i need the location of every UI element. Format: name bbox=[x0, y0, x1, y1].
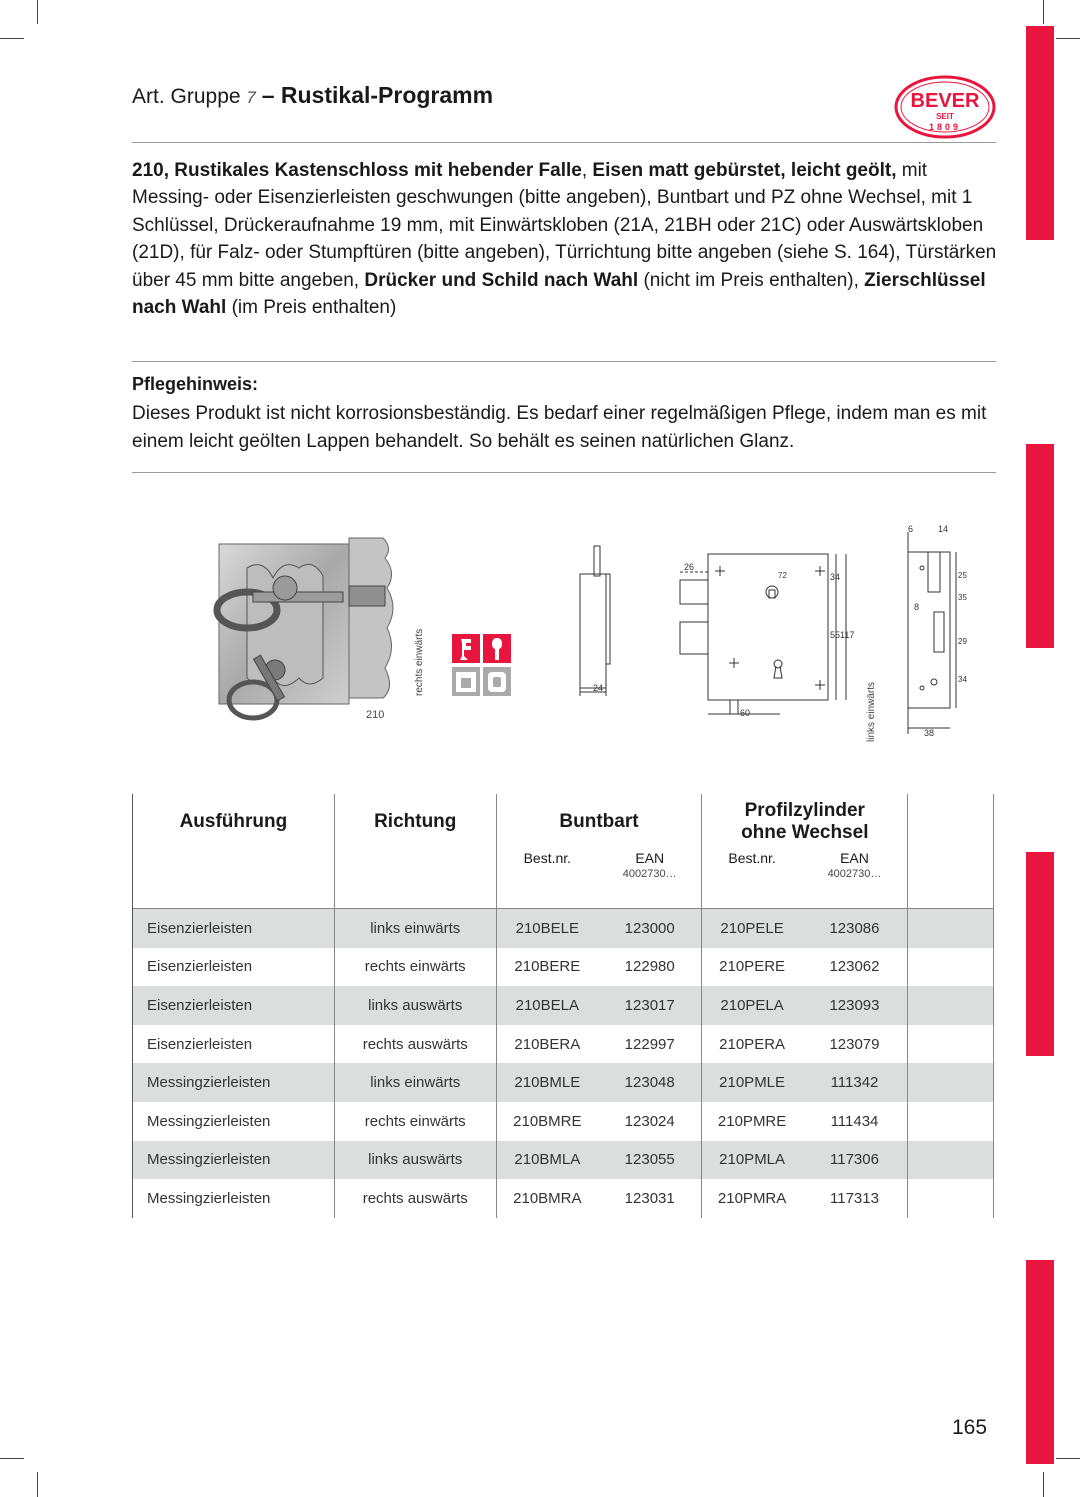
cell-buntbart-ean: 123000 bbox=[598, 909, 702, 948]
cell-buntbart-bestnr: 210BMRE bbox=[496, 1102, 598, 1141]
page-title: – Rustikal-Programm bbox=[261, 82, 494, 108]
cell-pz-bestnr: 210PMLA bbox=[702, 1141, 802, 1180]
divider bbox=[132, 142, 996, 143]
cell-empty bbox=[908, 986, 994, 1025]
cell-buntbart-ean: 123048 bbox=[598, 1063, 702, 1102]
header-buntbart: Buntbart bbox=[496, 794, 702, 850]
crop-mark bbox=[0, 38, 24, 39]
crop-mark bbox=[37, 0, 38, 24]
photo-caption: 210 bbox=[366, 709, 385, 721]
cell-buntbart-bestnr: 210BERE bbox=[496, 948, 598, 987]
dim-38: 38 bbox=[924, 728, 935, 738]
table-row bbox=[133, 986, 994, 1025]
cell-buntbart-ean: 122980 bbox=[624, 958, 675, 976]
cell-ausfuehrung: Eisenzierleisten bbox=[133, 909, 335, 948]
desc-text-1: , bbox=[581, 160, 593, 181]
cell-ausfuehrung: Eisenzierleisten bbox=[133, 986, 335, 1025]
crop-mark bbox=[0, 1458, 24, 1459]
cell-buntbart-ean: 123031 bbox=[624, 1189, 675, 1207]
lock-photo bbox=[213, 528, 409, 728]
sub-ean-prefix: 4002730… bbox=[622, 868, 677, 880]
cell-pz-ean: 123079 bbox=[829, 1035, 880, 1053]
page-number: 165 bbox=[952, 1416, 988, 1439]
cell-pz-bestnr: 210PMRA bbox=[702, 1179, 802, 1218]
table-row bbox=[133, 948, 994, 987]
cell-buntbart-ean: 123017 bbox=[598, 986, 702, 1025]
dim-72: 72 bbox=[778, 571, 787, 580]
thumb-tab bbox=[1026, 852, 1054, 1056]
cell-richtung: links auswärts bbox=[334, 1141, 496, 1180]
cell-ausfuehrung: Messingzierleisten bbox=[133, 1179, 335, 1218]
cell-pz-ean: 111434 bbox=[830, 1112, 879, 1130]
sub-bestnr: Best.nr. bbox=[728, 850, 776, 866]
cell-ausfuehrung: Eisenzierleisten bbox=[133, 948, 335, 987]
sub-bestnr: Best.nr. bbox=[523, 850, 572, 866]
divider bbox=[132, 472, 996, 473]
cell-ausfuehrung: Messingzierleisten bbox=[133, 1102, 335, 1141]
header-profil-line1: Profilzylinder bbox=[744, 800, 865, 821]
cell-empty bbox=[908, 1179, 994, 1218]
dim-117: 117 bbox=[840, 630, 855, 640]
cell-pz-ean: 117306 bbox=[802, 1141, 908, 1180]
logo-year: 1809 bbox=[928, 122, 962, 132]
dim-60: 60 bbox=[740, 708, 751, 718]
cell-pz-ean: 117313 bbox=[830, 1189, 879, 1207]
desc-text-2: mit Messing- oder Eisenzierleisten geschwungen (bitte angeben), Buntbart und PZ ohne Wechsel, mit 1 Schlüssel, Drückeraufnahme 19 mm, mit Einwärtskloben (21A, 21BH oder 21C) oder Auswärtskloben (21D), für Falz- oder Stumpftüren (bitte angeben), Türrichtung bitte angeben (siehe S. 164), Türstärken über 45 mm bitte angeben, bbox=[132, 160, 997, 291]
cell-pz-ean: 123093 bbox=[802, 986, 908, 1025]
sub-ean: EAN bbox=[635, 850, 665, 866]
divider bbox=[132, 361, 996, 362]
cell-buntbart-ean: 123055 bbox=[598, 1141, 702, 1180]
sub-empty bbox=[334, 850, 496, 909]
bever-logo-icon bbox=[893, 74, 997, 140]
cell-empty bbox=[908, 1102, 994, 1141]
care-heading: Pflegehinweis: bbox=[132, 374, 259, 394]
sub-ean-prefix: 4002730… bbox=[827, 868, 882, 880]
dim-34b: 34 bbox=[958, 675, 967, 684]
header-richtung: Richtung bbox=[334, 794, 496, 850]
dim-34: 34 bbox=[830, 572, 841, 582]
cell-richtung: rechts auswärts bbox=[334, 1025, 496, 1064]
logo-brand: BEVER bbox=[910, 90, 980, 112]
desc-bold-2: Eisen matt gebürstet, leicht geölt, bbox=[592, 160, 897, 181]
cell-empty bbox=[908, 948, 994, 987]
desc-bold-1: 210, Rustikales Kastenschloss mit hebender Falle bbox=[132, 160, 582, 181]
cell-richtung: links einwärts bbox=[334, 1063, 496, 1102]
label-links-einwaerts: links einwärts bbox=[866, 681, 877, 742]
sub-ean: EAN bbox=[840, 850, 869, 866]
page-header bbox=[132, 82, 493, 109]
cell-richtung: links auswärts bbox=[334, 986, 496, 1025]
cell-buntbart-bestnr: 210BMLE bbox=[496, 1063, 598, 1102]
cell-pz-bestnr: 210PMRE bbox=[702, 1102, 802, 1141]
logo-seit: SEIT bbox=[936, 112, 954, 121]
dim-24: 24 bbox=[593, 683, 604, 693]
table-row bbox=[133, 1063, 994, 1102]
cell-ausfuehrung: Messingzierleisten bbox=[133, 1063, 335, 1102]
thumb-tab bbox=[1026, 444, 1054, 648]
cell-buntbart-bestnr: 210BMRA bbox=[496, 1179, 598, 1218]
cell-pz-bestnr: 210PELA bbox=[702, 986, 802, 1025]
dim-8: 8 bbox=[914, 602, 920, 612]
header-empty bbox=[908, 794, 994, 850]
cell-pz-bestnr: 210PERE bbox=[702, 948, 802, 987]
product-table bbox=[132, 794, 994, 1218]
cell-richtung: links einwärts bbox=[334, 909, 496, 948]
sub-empty bbox=[908, 850, 994, 909]
cell-buntbart-bestnr: 210BMLA bbox=[496, 1141, 598, 1180]
cell-richtung: rechts einwärts bbox=[334, 948, 496, 987]
desc-bold-3: Drücker und Schild nach Wahl bbox=[364, 269, 639, 291]
crop-mark bbox=[1043, 0, 1044, 24]
cell-pz-bestnr: 210PMLE bbox=[702, 1063, 802, 1102]
cell-empty bbox=[908, 909, 994, 948]
cell-pz-ean: 123086 bbox=[802, 909, 908, 948]
cell-ausfuehrung: Messingzierleisten bbox=[133, 1141, 335, 1180]
group-prefix: Art. Gruppe bbox=[132, 85, 241, 108]
cell-empty bbox=[908, 1141, 994, 1180]
crop-mark bbox=[1043, 1472, 1044, 1497]
thumb-tab bbox=[1026, 26, 1054, 240]
crop-mark bbox=[1056, 38, 1080, 39]
desc-bold-4: Zierschlüssel nach Wahl bbox=[132, 269, 986, 319]
dim-55: 55 bbox=[830, 630, 841, 640]
table-row bbox=[133, 909, 994, 948]
cell-empty bbox=[908, 1025, 994, 1064]
drawing-side-view bbox=[560, 540, 636, 710]
product-description bbox=[132, 157, 998, 321]
care-text: Dieses Produkt ist nicht korrosionsbeständig. Es bedarf einer regelmäßigen Pflege, indem man es mit einem leicht geölten Lappen behandelt. So behält es seinen natürlichen Glanz. bbox=[132, 403, 987, 452]
cell-empty bbox=[908, 1063, 994, 1102]
cell-ausfuehrung: Eisenzierleisten bbox=[133, 1025, 335, 1064]
dim-14: 14 bbox=[938, 524, 949, 534]
desc-text-4: (im Preis enthalten) bbox=[226, 297, 397, 319]
dim-25: 25 bbox=[958, 571, 967, 580]
dim-35: 35 bbox=[958, 593, 967, 602]
table-row bbox=[133, 1179, 994, 1218]
header-profilzylinder bbox=[702, 794, 908, 850]
cell-buntbart-ean: 122997 bbox=[624, 1035, 675, 1053]
cell-richtung: rechts einwärts bbox=[334, 1102, 496, 1141]
cell-pz-ean: 123062 bbox=[829, 958, 880, 976]
dim-6: 6 bbox=[908, 524, 914, 534]
group-number: 7 bbox=[246, 88, 256, 107]
cell-buntbart-bestnr: 210BERA bbox=[496, 1025, 598, 1064]
cell-pz-ean: 111342 bbox=[802, 1063, 908, 1102]
drawing-faceplate bbox=[894, 522, 978, 742]
cell-buntbart-ean: 123024 bbox=[624, 1112, 675, 1130]
desc-text-3: (nicht im Preis enthalten), bbox=[638, 269, 865, 291]
dim-29: 29 bbox=[958, 637, 967, 646]
drawing-front-view bbox=[660, 550, 860, 726]
header-profil-line2: ohne Wechsel bbox=[741, 822, 869, 843]
cell-buntbart-bestnr: 210BELA bbox=[496, 986, 598, 1025]
table-row bbox=[133, 1141, 994, 1180]
care-symbols-icon bbox=[452, 634, 512, 696]
table-row bbox=[133, 1025, 994, 1064]
crop-mark bbox=[37, 1472, 38, 1497]
label-rechts-einwaerts: rechts einwärts bbox=[414, 628, 425, 696]
dim-26: 26 bbox=[684, 562, 695, 572]
thumb-tab bbox=[1026, 1260, 1054, 1464]
header-ausfuehrung: Ausführung bbox=[133, 794, 335, 850]
table-row bbox=[133, 1102, 994, 1141]
cell-pz-bestnr: 210PELE bbox=[702, 909, 802, 948]
cell-pz-bestnr: 210PERA bbox=[702, 1025, 802, 1064]
cell-buntbart-bestnr: 210BELE bbox=[496, 909, 598, 948]
crop-mark bbox=[1056, 1458, 1080, 1459]
cell-richtung: rechts auswärts bbox=[334, 1179, 496, 1218]
sub-empty bbox=[133, 850, 335, 909]
